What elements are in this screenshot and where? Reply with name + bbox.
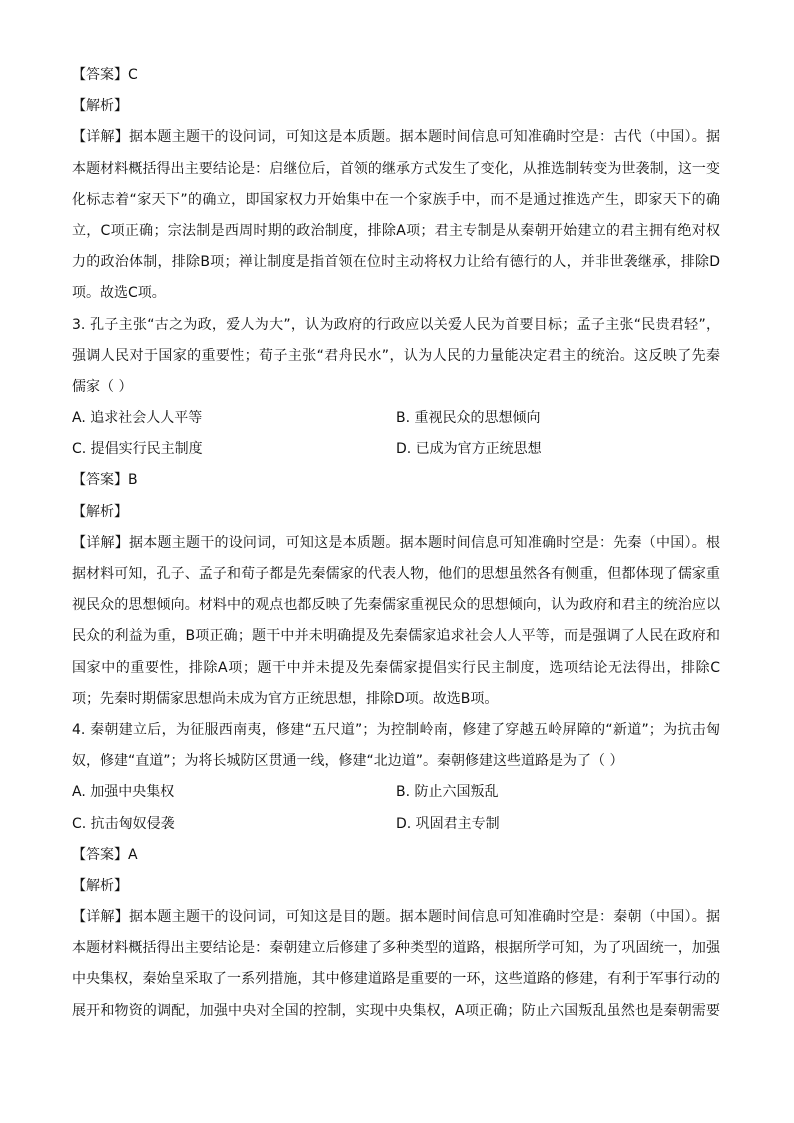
q3-option-d: D. 已成为官方正统思想 [396,441,542,458]
q2-analysis-label: 【解析】 [72,98,128,115]
q4-analysis-line: 中央集权，秦始皇采取了一系列措施，其中修建道路是重要的一环，这些道路的修建，有利于军事行动的 [72,971,720,988]
q2-answer [72,60,720,91]
q4-stem-line: 4. 秦朝建立后，为征服西南夷，修建“五尺道”；为控制岭南，修建了穿越五岭屏障的“新道”；为抗击匈 [72,721,720,738]
q4-options-row-1 [72,777,720,808]
q2-analysis-line: 项。故选C项。 [72,285,166,302]
q3-analysis-line: 国家中的重要性，排除A项；题干中并未提及先秦儒家提倡实行民主制度，选项结论无法得出，排除C [72,659,720,676]
q3-stem-line: 3. 孔子主张“古之为政，爱人为大”，认为政府的行政应以关爱人民为首要目标；孟子主张“民贵君轻”， [72,316,720,333]
q4-answer-value: A [128,846,138,863]
q3-stem-line: 强调人民对于国家的重要性；荀子主张“君舟民水”，认为人民的力量能决定君主的统治。这反映了先秦 [72,347,720,364]
q3-options-row-1 [72,403,720,434]
q4-option-a: A. 加强中央集权 [72,784,175,801]
q4-option-c: C. 抗击匈奴侵袭 [72,815,175,832]
q3-options-row-2 [72,434,720,465]
q3-analysis-line: 【详解】据本题主题干的设问词，可知这是本质题。据本题时间信息可知准确时空是：先秦（中国）。根 [72,534,720,551]
q4-analysis-line: 【详解】据本题主题干的设问词，可知这是目的题。据本题时间信息可知准确时空是：秦朝（中国）。据 [72,909,720,926]
q3-analysis-line: 项；先秦时期儒家思想尚未成为官方正统思想，排除D项。故选B项。 [72,690,499,707]
q4-answer [72,840,720,871]
q3-analysis-line: 据材料可知，孔子、孟子和荀子都是先秦儒家的代表人物，他们的思想虽然各有侧重，但都体现了儒家重 [72,566,720,582]
q3-option-a: A. 追求社会人人平等 [72,410,203,427]
q2-answer-label: 【答案】 [72,67,128,83]
q4-answer-label: 【答案】 [72,846,128,863]
q2-analysis-line: 立，C项正确；宗法制是西周时期的政治制度，排除A项；君主专制是从秦朝开始建立的君主拥有绝对权 [72,222,720,239]
document-page [72,60,720,1027]
q3-analysis-line: 民众的利益为重，B项正确；题干中并未明确提及先秦儒家追求社会人人平等，而是强调了人民在政府和 [72,628,720,645]
q4-analysis-line: 本题材料概括得出主要结论是：秦朝建立后修建了多种类型的道路，根据所学可知，为了巩固统一，加强 [72,940,720,957]
q4-analysis-label: 【解析】 [72,877,128,894]
q4-analysis-line: 展开和物资的调配，加强中央对全国的控制，实现中央集权，A项正确；防止六国叛乱虽然也是秦朝需要 [72,1002,720,1019]
q2-analysis-line: 力的政治体制，排除B项；禅让制度是指首领在位时主动将权力让给有德行的人，并非世袭继承，排除D [72,254,720,271]
q3-stem-line: 儒家（ ） [72,378,133,395]
q4-option-b: B. 防止六国叛乱 [396,784,499,801]
q4-stem-line: 奴，修建“直道”；为将长城防区贯通一线，修建“北边道”。秦朝修建这些道路是为了（ ） [72,753,624,770]
q3-answer [72,465,720,496]
q2-answer-value: C [128,67,138,83]
q3-analysis-label: 【解析】 [72,503,128,520]
q3-answer-value: B [128,472,138,489]
q2-analysis-line: 本题材料概括得出主要结论是：启继位后，首领的继承方式发生了变化，从推选制转变为世袭制，这一变 [72,160,720,177]
q4-options-row-2 [72,809,720,840]
q2-analysis-line: 【详解】据本题主题干的设问词，可知这是本质题。据本题时间信息可知准确时空是：古代（中国）。据 [72,129,720,146]
q3-option-c: C. 提倡实行民主制度 [72,441,203,458]
q3-answer-label: 【答案】 [72,472,128,489]
q2-analysis-line: 化标志着“家天下”的确立，即国家权力开始集中在一个家族手中，而不是通过推选产生，即家天下的确 [72,191,720,208]
q4-option-d: D. 巩固君主专制 [396,815,500,832]
q3-analysis-line: 视民众的思想倾向。材料中的观点也都反映了先秦儒家重视民众的思想倾向，认为政府和君主的统治应以 [72,597,720,614]
q3-option-b: B. 重视民众的思想倾向 [396,410,541,427]
